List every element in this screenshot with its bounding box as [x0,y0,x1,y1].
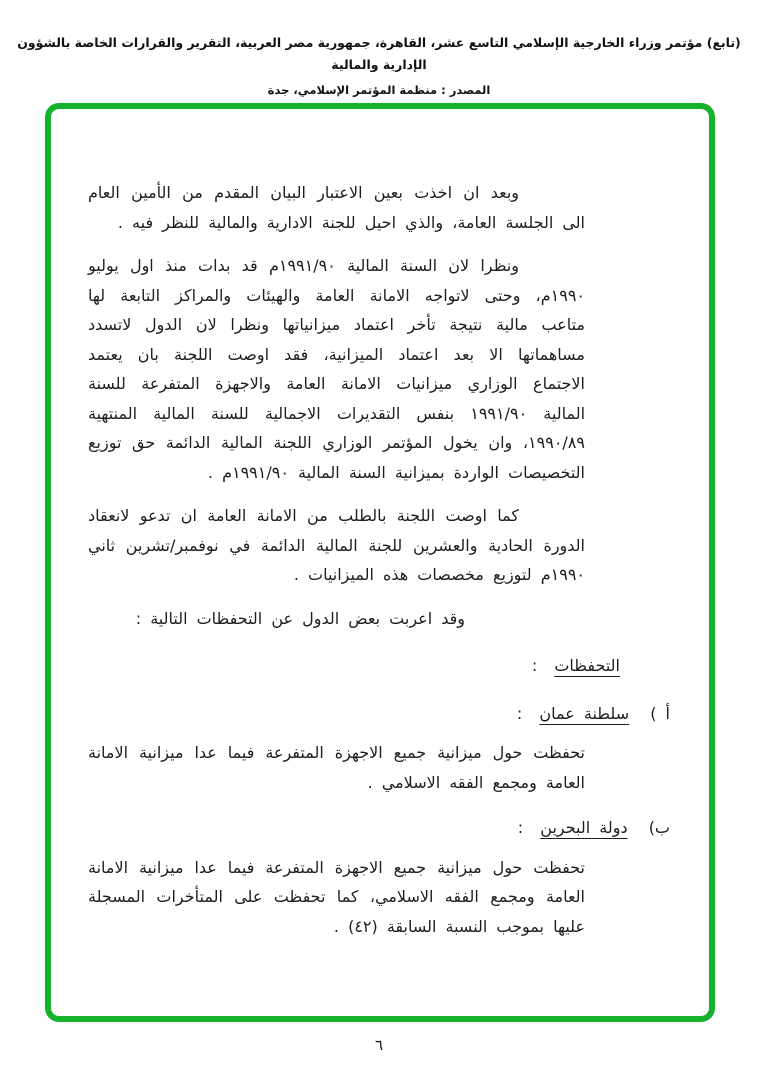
page-number: ٦ [374,1036,384,1054]
header-line-1: (تابع) مؤتمر وزراء الخارجية الإسلامي التاسع عشر، القاهرة، جمهورية مصر العربية، التقرير والقرارات الخاصة بالشؤون الإدارية والمالية [17,35,741,72]
reservation-item-oman-head [88,699,670,729]
paragraph-intro: وبعد ان اخذت بعين الاعتبار البيان المقدم من الأمين العام الى الجلسة العامة، والذي احيل للجنة الادارية والمالية للنظر فيه . [88,183,585,232]
reservation-item-oman-text: تحفظت حول ميزانية جميع الاجهزة المتفرعة فيما عدا ميزانية الامانة العامة ومجمع الفقه الاسلامي . [88,743,585,792]
paragraph-fiscal-year: ونظرا لان السنة المالية ١٩٩١/٩٠م قد بدات منذ اول يوليو ١٩٩٠م، وحتى لاتواجه الامانة العامة والهيئات والمراكز التابعة لها متاعب مالية نتيجة تأخر اعتماد ميزانياتها ونظرا لان الدول لاتسدد مساهماتها الا بعد اعتماد الميزانية، فقد اوصت اللجنة بان يعتمد الاجتماع الوزاري ميزانيات الامانة العامة والاجهزة المتفرعة للسنة المالية ١٩٩١/٩٠ بنفس التقديرات الاجمالية للسنة المالية المنتهية ١٩٩٠/٨٩، وان يخول المؤتمر الوزاري اللجنة المالية الدائمة حق توزيع التخصيصات الواردة بميزانية السنة المالية ١٩٩١/٩٠م . [88,256,586,482]
reservation-item-bahrain-head [88,813,670,843]
document-header [0,32,758,97]
header-line-2: المصدر : منظمة المؤتمر الإسلامي، جدة [267,83,491,97]
paragraph-committee-session: كما اوصت اللجنة بالطلب من الامانة العامة ان تدعو لانعقاد الدورة الحادية والعشرين للجنة المالية الدائمة في نوفمبر/تشرين ثاني ١٩٩٠م لتوزيع مخصصات هذه الميزانيات . [88,506,585,584]
reservation-item-bahrain-marker: ب) [648,818,670,837]
document-body [88,178,670,941]
reservations-heading-colon: : [531,656,538,675]
reservation-item-oman-colon: : [516,703,523,723]
reservations-heading [88,651,620,681]
reservations-heading-label: التحفظات [554,656,620,675]
reservation-item-oman-marker: أ ) [650,703,670,723]
reservation-item-bahrain-text: تحفظت حول ميزانية جميع الاجهزة المتفرعة فيما عدا ميزانية الامانة العامة ومجمع الفقه الاسلامي، كما تحفظت على المتأخرات المسجلة عليها بموجب النسبة السابقة (٤٢) . [88,857,585,936]
reservation-item-oman-title: سلطنة عمان [539,703,630,723]
reservation-item-oman [88,699,670,798]
reservation-item-bahrain-title: دولة البحرين [540,818,628,837]
paragraph-reservations-lead: وقد اعربت بعض الدول عن التحفظات التالية : [135,608,465,628]
reservation-item-bahrain-colon: : [517,818,524,837]
reservation-item-bahrain [88,813,670,941]
